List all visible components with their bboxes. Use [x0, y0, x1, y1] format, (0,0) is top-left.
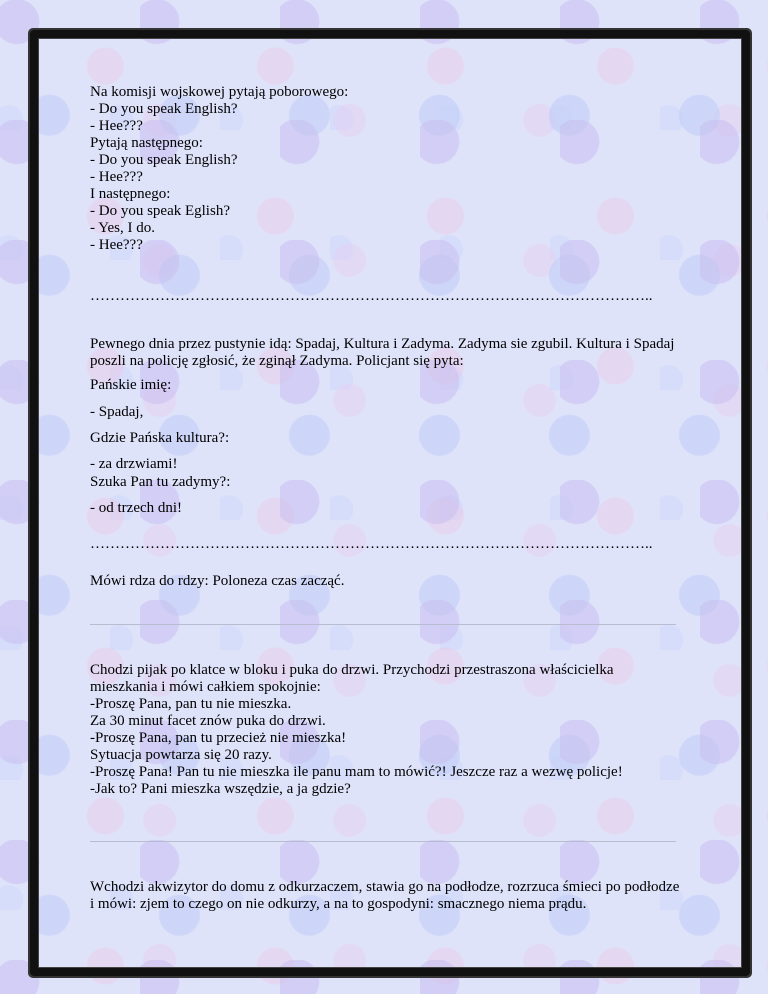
text-line: Pańskie imię:	[90, 377, 172, 393]
text-line: - Yes, I do.	[90, 220, 156, 236]
horizontal-rule	[90, 841, 676, 842]
joke-2-intro: Pewnego dnia przez pustynie idą: Spadaj, Kultura i Zadyma. Zadyma sie zgubil. Kultura i Spadaj poszli na policję zgłosić, że zginął Zadyma. Policjant się pyta:	[90, 336, 675, 369]
dotted-separator: …………………………………………………………………………………………………..	[90, 288, 653, 304]
text-line: -Proszę Pana, pan tu przecież nie mieszka!	[90, 730, 347, 746]
text-line: - od trzech dni!	[90, 500, 183, 516]
text-line: - Hee???	[90, 118, 143, 134]
horizontal-rule	[90, 624, 676, 625]
text-line: Szuka Pan tu zadymy?:	[90, 474, 231, 490]
text-line: - Hee???	[90, 169, 143, 185]
text-line: I następnego:	[90, 186, 171, 202]
text-line: -Jak to? Pani mieszka wszędzie, a ja gdzie?	[90, 781, 351, 797]
text-line: Gdzie Pańska kultura?:	[90, 430, 230, 446]
text-line: Pytają następnego:	[90, 135, 203, 151]
dotted-separator: …………………………………………………………………………………………………..	[90, 536, 653, 552]
text-line: -Proszę Pana! Pan tu nie mieszka ile panu mam to mówić?! Jeszcze raz a wezwę policje!	[90, 764, 623, 780]
joke-1	[90, 84, 690, 254]
text-line: Sytuacja powtarza się 20 razy.	[90, 747, 272, 763]
text-line: - Do you speak English?	[90, 152, 238, 168]
text-line: Na komisji wojskowej pytają poborowego:	[90, 84, 349, 100]
text-line: - Do you speak English?	[90, 101, 238, 117]
text-line: - Spadaj,	[90, 404, 144, 420]
text-line: Za 30 minut facet znów puka do drzwi.	[90, 713, 326, 729]
joke-5: Wchodzi akwizytor do domu z odkurzaczem, stawia go na podłodze, rozrzuca śmieci po podłodze i mówi: zjem to czego on nie odkurzy, a na to gospodyni: smacznego niema prądu.	[90, 879, 680, 912]
text-line: - Do you speak Eglish?	[90, 203, 230, 219]
joke-3: Mówi rdza do rdzy: Poloneza czas zacząć.	[90, 573, 345, 589]
text-line: -Proszę Pana, pan tu nie mieszka.	[90, 696, 292, 712]
joke-4-intro: Chodzi pijak po klatce w bloku i puka do drzwi. Przychodzi przestraszona właścicielka mieszkania i mówi całkiem spokojnie:	[90, 662, 614, 695]
text-line: - za drzwiami!	[90, 456, 178, 472]
text-line: - Hee???	[90, 237, 143, 253]
